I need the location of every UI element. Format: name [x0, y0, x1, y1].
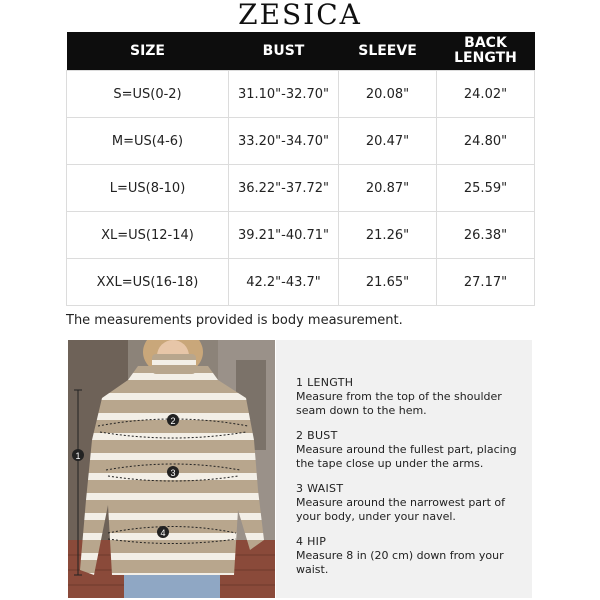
- svg-text:4: 4: [160, 528, 166, 538]
- guide-hip: [296, 535, 532, 577]
- bust-cell: 36.22"-37.72": [229, 165, 339, 212]
- back-length-cell: 24.80": [437, 118, 535, 165]
- header-bust: BUST: [229, 32, 339, 71]
- svg-text:1: 1: [75, 451, 81, 461]
- bust-cell: 39.21"-40.71": [229, 212, 339, 259]
- guide-bust-title: 2 BUST: [296, 429, 338, 442]
- svg-text:3: 3: [170, 468, 176, 478]
- bust-cell: 33.20"-34.70": [229, 118, 339, 165]
- marker-4-icon: [157, 526, 169, 538]
- bust-cell: 31.10"-32.70": [229, 71, 339, 118]
- measurement-guide-panel: [276, 340, 532, 598]
- marker-1-icon: [72, 449, 84, 461]
- sleeve-cell: 21.26": [339, 212, 437, 259]
- back-length-cell: 25.59": [437, 165, 535, 212]
- guide-hip-title: 4 HIP: [296, 535, 327, 548]
- marker-2-icon: [167, 414, 179, 426]
- table-row: [67, 212, 535, 259]
- size-cell: L=US(8-10): [67, 165, 229, 212]
- guide-length-title: 1 LENGTH: [296, 376, 354, 389]
- size-cell: XL=US(12-14): [67, 212, 229, 259]
- back-length-cell: 24.02": [437, 71, 535, 118]
- table-row: [67, 71, 535, 118]
- header-size: SIZE: [67, 32, 229, 71]
- measurement-note: The measurements provided is body measurement.: [66, 313, 403, 328]
- back-length-cell: 26.38": [437, 212, 535, 259]
- guide-hip-desc: Measure 8 in (20 cm) down from your waist.: [296, 549, 504, 576]
- table-row: [67, 165, 535, 212]
- table-header-row: [67, 32, 535, 71]
- sleeve-cell: 20.47": [339, 118, 437, 165]
- guide-bust-desc: Measure around the fullest part, placing the tape close up under the arms.: [296, 443, 517, 470]
- guide-waist: [296, 482, 532, 524]
- sleeve-cell: 20.87": [339, 165, 437, 212]
- marker-3-icon: [167, 466, 179, 478]
- size-cell: XXL=US(16-18): [67, 259, 229, 306]
- header-back-length: BACK LENGTH: [437, 32, 535, 71]
- size-cell: S=US(0-2): [67, 71, 229, 118]
- table-row: [67, 118, 535, 165]
- bust-cell: 42.2"-43.7": [229, 259, 339, 306]
- guide-length: [296, 376, 532, 418]
- guide-length-desc: Measure from the top of the shoulder seam down to the hem.: [296, 390, 502, 417]
- back-length-cell: 27.17": [437, 259, 535, 306]
- svg-text:2: 2: [170, 416, 176, 426]
- brand-logo: ZESICA: [238, 0, 362, 31]
- size-chart-table: [66, 32, 535, 306]
- guide-waist-desc: Measure around the narrowest part of your body, under your navel.: [296, 496, 505, 523]
- model-photo: [68, 340, 275, 598]
- header-sleeve: SLEEVE: [339, 32, 437, 71]
- sleeve-cell: 20.08": [339, 71, 437, 118]
- table-row: [67, 259, 535, 306]
- size-cell: M=US(4-6): [67, 118, 229, 165]
- guide-bust: [296, 429, 532, 471]
- sleeve-cell: 21.65": [339, 259, 437, 306]
- guide-waist-title: 3 WAIST: [296, 482, 344, 495]
